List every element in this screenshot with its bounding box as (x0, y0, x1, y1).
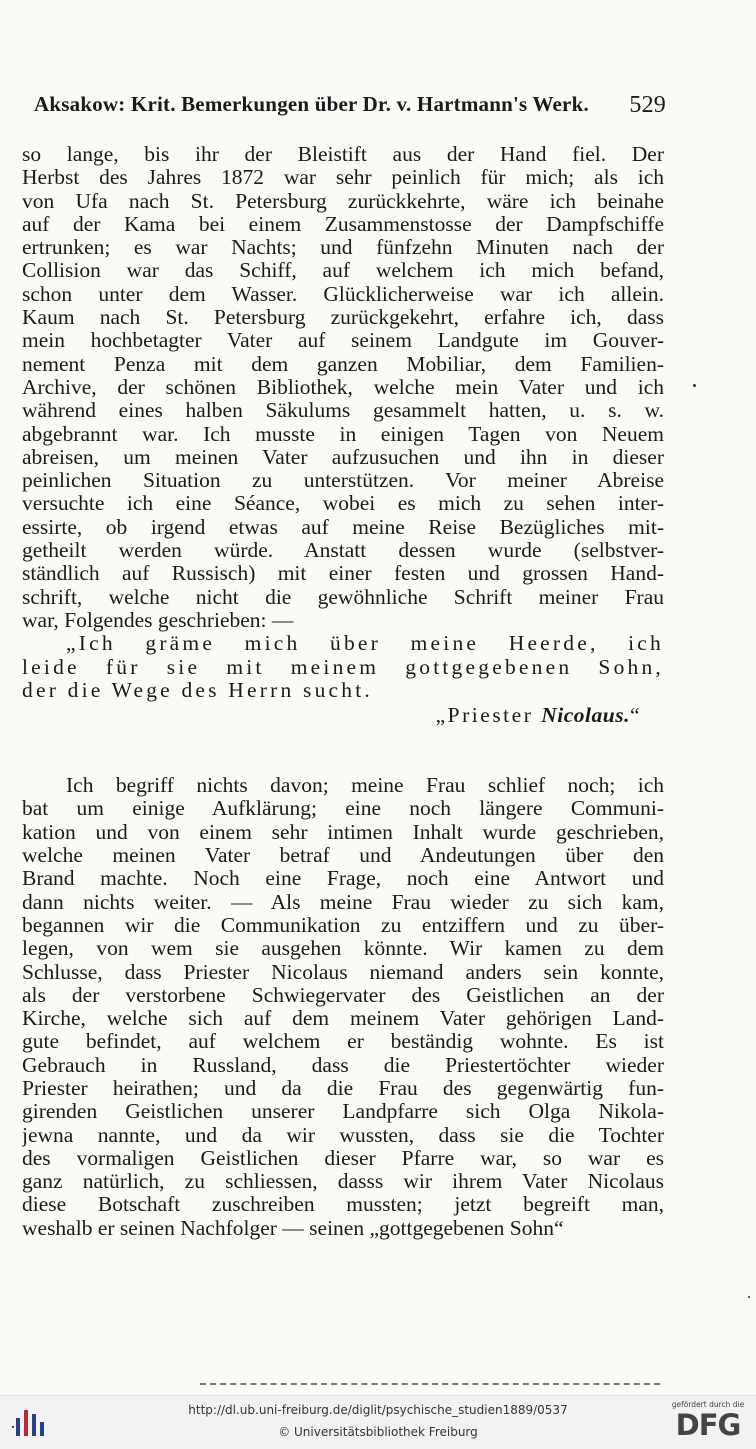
text-line: als der verstorbene Schwiegervater des Geistlichen an der (22, 983, 664, 1007)
text-line: legen, von wem sie ausgehen könnte. Wir kamen zu dem (22, 937, 664, 961)
page-number: 529 (629, 92, 666, 118)
text-line: girenden Geistlichen unserer Landpfarre sich Olga Nikola- (22, 1100, 664, 1124)
text-line: der die Wege des Herrn sucht. (22, 678, 373, 702)
text-line: während eines halben Säkulums gesammelt hatten, u. s. w. (22, 399, 664, 423)
signature-name: Nicolaus. (541, 703, 630, 728)
text-line: Herbst des Jahres 1872 war sehr peinlich für mich; als ich (22, 166, 664, 190)
text-line: weshalb er seinen Nachfolger — seinen „gottgegebenen Sohn“ (22, 1216, 564, 1240)
text-line: schon unter dem Wasser. Glücklicherweise war ich allein. (22, 282, 664, 306)
text-line: gute befindet, auf welchem er beständig wohnte. Es ist (22, 1030, 664, 1054)
bottom-rule (200, 1383, 660, 1387)
text-line: Collision war das Schiff, auf welchem ich mich befand, (22, 259, 664, 283)
text-line: welche meinen Vater betraf und Andeutungen über den (22, 844, 664, 868)
text-line: versuchte ich eine Séance, wobei es mich zu sehen inter- (22, 492, 664, 516)
text-line: abgebrannt war. Ich musste in einigen Tagen von Neuem (22, 422, 664, 446)
text-line: leide für sie mit meinem gottgegebenen Sohn, (22, 655, 664, 679)
text-line: ertrunken; es war Nachts; und fünfzehn Minuten nach der (22, 236, 664, 260)
text-line: nement Penza mit dem ganzen Mobiliar, dem Familien- (22, 352, 664, 376)
text-line: dann nichts weiter. — Als meine Frau wieder zu sich kam, (22, 890, 664, 914)
text-line: jewna nannte, und da wir wussten, dass sie die Tochter (22, 1123, 664, 1147)
text-line: ständlich auf Russisch) mit einer festen und grossen Hand- (22, 562, 664, 586)
text-line: „Ich gräme mich über meine Heerde, ich (66, 632, 664, 656)
copyright-notice: © Universitätsbibliothek Freiburg (278, 1425, 478, 1439)
text-line: des vormaligen Geistlichen dieser Pfarre war, so war es (22, 1146, 664, 1170)
text-line: Archive, der schönen Bibliothek, welche mein Vater und ich (22, 375, 664, 399)
source-url[interactable]: http://dl.ub.uni-freiburg.de/diglit/psychische_studien1889/0537 (188, 1403, 568, 1417)
signature-suffix: “ (629, 703, 642, 728)
text-line: Ich begriff nichts davon; meine Frau schlief noch; ich (66, 774, 664, 798)
text-line: Schlusse, dass Priester Nicolaus niemand anders sein konnte, (22, 960, 664, 984)
text-line: getheilt werden würde. Anstatt dessen wurde (selbstver- (22, 539, 664, 563)
dfg-wordmark: DFG (675, 1408, 741, 1442)
text-line: diese Botschaft zuschreiben mussten; jetzt begreift man, (22, 1193, 664, 1217)
dfg-tagline: gefördert durch die (671, 1400, 745, 1409)
paragraph-1 (22, 143, 664, 632)
library-footer (0, 1395, 756, 1449)
text-line: war, Folgendes geschrieben: — (22, 608, 294, 632)
text-line: ganz natürlich, zu schliessen, dasss wir ihrem Vater Nicolaus (22, 1170, 664, 1194)
signature-line (22, 704, 664, 732)
body-text (22, 143, 664, 1240)
text-line: Kirche, welche sich auf dem meinem Vater gehörigen Land- (22, 1007, 664, 1031)
text-line: essirte, ob irgend etwas auf meine Reise Bezügliches mit- (22, 515, 664, 539)
text-line: auf der Kama bei einem Zusammenstosse der Dampfschiffe (22, 212, 664, 236)
text-line: so lange, bis ihr der Bleistift aus der Hand fiel. Der (22, 143, 664, 166)
text-line: begannen wir die Communikation zu entziffern und zu über- (22, 913, 664, 937)
text-line: abreisen, um meinen Vater aufzusuchen und ihn in dieser (22, 445, 664, 469)
text-line: mein hochbetagter Vater auf seinem Landgute im Gouver- (22, 329, 664, 353)
text-line: Priester heirathen; und da die Frau des gegenwärtig fun- (22, 1076, 664, 1100)
running-header (18, 92, 666, 126)
text-line: von Ufa nach St. Petersburg zurückkehrte, wäre ich beinahe (22, 189, 664, 213)
text-line: Gebrauch in Russland, dass die Priestertöchter wieder (22, 1053, 664, 1077)
text-line: bat um einige Aufklärung; eine noch längere Communi- (22, 797, 664, 821)
text-line: kation und von einem sehr intimen Inhalt wurde geschrieben, (22, 820, 664, 844)
paragraph-2 (22, 774, 664, 1240)
dfg-logo[interactable] (668, 1398, 748, 1446)
running-title: Aksakow: Krit. Bemerkungen über Dr. v. Hartmann's Werk. (34, 92, 589, 116)
text-line: Brand machte. Noch eine Frage, noch eine Antwort und (22, 867, 664, 891)
text-line: peinlichen Situation zu unterstützen. Vor meiner Abreise (22, 469, 664, 493)
text-line: schrift, welche nicht die gewöhnliche Schrift meiner Frau (22, 585, 664, 609)
signature-prefix: „Priester (435, 703, 534, 728)
text-line: Kaum nach St. Petersburg zurückgekehrt, erfahre ich, dass (22, 306, 664, 330)
quoted-message (22, 632, 664, 702)
